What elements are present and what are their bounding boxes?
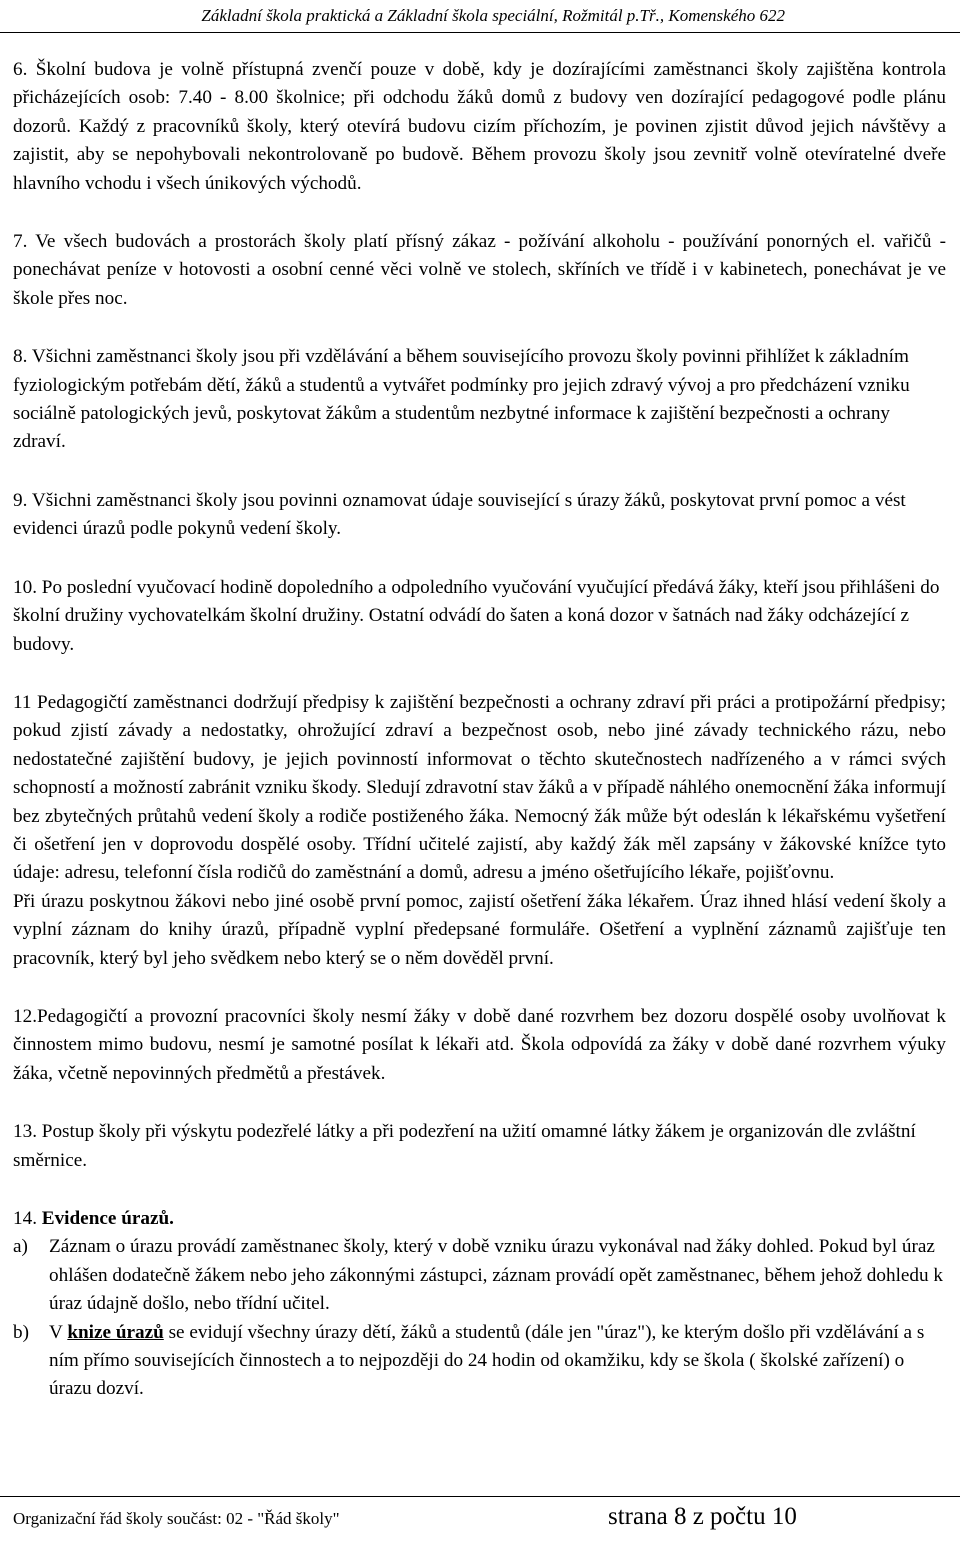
page-footer — [0, 1496, 960, 1539]
list-item-a — [13, 1233, 946, 1318]
list-body-b — [49, 1319, 946, 1404]
section-14-number: 14. — [13, 1208, 37, 1229]
list-b-text: se evidují všechny úrazy dětí, žáků a studentů (dále jen "úraz"), ke kterým došlo při vzdělávání a s ním přímo souvisejících činnostech a to nejpozději do 24 hodin od okamžiku, kdy se škola ( školské zařízení) o úrazu dozví. — [49, 1321, 925, 1400]
section-14-heading — [13, 1205, 946, 1233]
document-body — [13, 56, 946, 1404]
paragraph-11-continued: Při úrazu poskytnou žákovi nebo jiné osobě první pomoc, zajistí ošetření žáka lékařem. Úraz ihned hlásí vedení školy a vyplní záznam do knihy úrazů, případně vyplní předepsané formuláře. Ošetření a vyplnění záznamů zajišťuje ten pracovník, který byl jeho svědkem nebo který se o něm dověděl první. — [13, 890, 946, 969]
footer-document-name: Organizační řád školy součást: 02 - "Řád školy" — [13, 1509, 340, 1528]
paragraph-13: 13. Postup školy při výskytu podezřelé látky a při podezření na užití omamné látky žákem je organizován dle zvláštní směrnice. — [13, 1121, 916, 1171]
paragraph-7: 7. Ve všech budovách a prostorách školy platí přísný zákaz - požívání alkoholu - používání ponorných el. vařičů - ponechávat peníze v hotovosti a osobní cenné věci volně ve stolech, skříních ve třídě i v kabinetech, ponechávat je ve škole přes noc. — [13, 231, 946, 309]
list-marker-b: b) — [13, 1321, 29, 1343]
list-marker-a: a) — [13, 1236, 28, 1258]
page-header — [0, 4, 960, 33]
kniha-uraz-term: knize úrazů — [67, 1321, 164, 1343]
paragraph-12: 12.Pedagogičtí a provozní pracovníci školy nesmí žáky v době dané rozvrhem bez dozoru dospělé osoby uvolňovat k činnostem mimo budovu, nesmí je samotné posílat k lékaři atd. Škola odpovídá za žáky v době dané rozvrhem výuky žáka, včetně nepovinných předmětů a přestávek. — [13, 1005, 946, 1084]
paragraph-6: 6. Školní budova je volně přístupná zvenčí pouze v době, kdy je dozírajícími zaměstnanci školy zajištěna kontrola přicházejících osob: 7.40 - 8.00 školnice; při odchodu žáků domů z budovy ven dozírající pedagogové podle plánu dozorů. Každý z pracovníků školy, který otevírá budovu cizím příchozím, je povinen zjistit důvod jejich návštěvy a zajistit, aby se nepohybovali nekontrolovaně po budově. Během provozu školy jsou zevnitř volně otevíratelné dveře hlavního vchodu i všech únikových východů. — [13, 59, 946, 194]
paragraph-8: 8. Všichni zaměstnanci školy jsou při vzdělávání a během souvisejícího provozu školy povinni přihlížet k základním fyziologickým potřebám dětí, žáků a studentů a vytvářet podmínky pro jejich zdravý vývoj a pro předcházení vzniku sociálně patologických jevů, poskytovat žákům a studentům nezbytné informace k zajištění bezpečnosti a ochrany zdraví. — [13, 346, 910, 453]
section-14-title: Evidence úrazů. — [41, 1208, 174, 1229]
list-body-a: Záznam o úrazu provádí zaměstnanec školy, který v době vzniku úrazu vykonával nad žáky dohled. Pokud byl úraz ohlášen dodatečně žákem nebo jeho zákonnými zástupci, záznam provádí opět zaměstnanec, během jehož dohledu k úraz údajně došlo, nebo třídní učitel. — [49, 1236, 943, 1315]
paragraph-9: 9. Všichni zaměstnanci školy jsou povinni oznamovat údaje související s úrazy žáků, poskytovat první pomoc a vést evidenci úrazů podle pokynů vedení školy. — [13, 489, 906, 540]
page-number: strana 8 z počtu 10 — [608, 1503, 797, 1530]
list-b-prefix: V — [49, 1321, 63, 1343]
header-text: Základní škola praktická a Základní škola speciální, Rožmitál p.Tř., Komenského 622 — [201, 6, 785, 25]
paragraph-10: 10. Po poslední vyučovací hodině dopoledního a odpoledního vyučování vyučující předává žáky, kteří jsou přihlášeni do školní družiny vychovatelkám školní družiny. Ostatní odvádí do šaten a koná dozor v šatnách nad žáky odcházející z budovy. — [13, 576, 940, 655]
list-item-b — [13, 1319, 946, 1404]
paragraph-11: 11 Pedagogičtí zaměstnanci dodržují předpisy k zajištění bezpečnosti a ochrany zdraví při práci a protipožární předpisy; pokud zjistí závady a nedostatky, ohrožující zdraví a bezpečnost osob, nebo jiné závady technického rázu, nebo nedostatečné zajištění budovy, je jejich povinností informovat o těchto skutečnostech nadřízeného a v rámci svých schopností a možností zabránit vzniku škody. Sledují zdravotní stav žáků a v případě náhlého onemocnění žáka informují bez zbytečných průtahů vedení školy a rodiče postiženého žáka. Nemocný žák může být odeslán k lékařskému vyšetření či ošetření jen v doprovodu dospělé osoby. Třídní učitelé zajistí, aby každý žák měl zapsány v žákovské knížce tyto údaje: adresu, telefonní čísla rodičů do zaměstnání a domů, adresu a jméno ošetřujícího lékaře, pojišťovnu. — [13, 691, 946, 884]
